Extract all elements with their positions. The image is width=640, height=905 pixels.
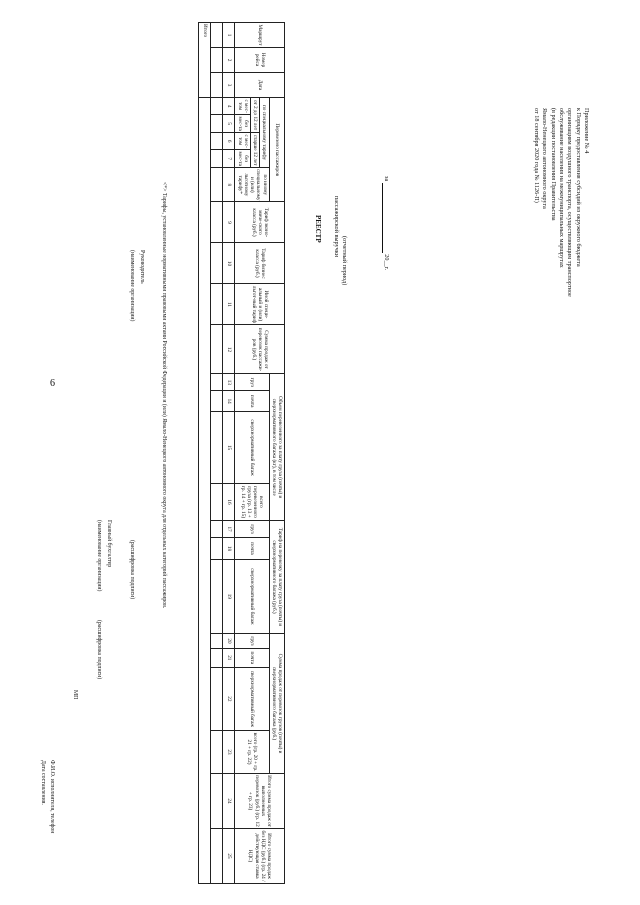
th-date: Дата	[235, 73, 285, 98]
signature-head: Руководитель	[139, 250, 145, 284]
table-cell	[211, 391, 223, 412]
th-passengers: Перевезено пассажиров	[269, 98, 284, 202]
appendix-line: обслуживание населения на межмуниципальных маршрутах	[557, 108, 565, 268]
th-tariff-cargo: Тариф на перевозку за плату груза (почты) и сверхнормативного багажа (руб.)	[269, 520, 284, 633]
column-numbers-row	[223, 23, 235, 884]
total-label: Итого	[199, 23, 211, 98]
table-cell	[211, 168, 223, 202]
column-number-cell: 7	[223, 150, 235, 168]
period-prefix: за	[383, 176, 390, 182]
th-total-cargo: всего перевезенного груза (гр. 13 + гр. 14 + гр. 15)	[235, 483, 269, 520]
appendix-line: от 18 сентября 2020 года № 1126-П)	[532, 108, 540, 203]
stamp-label: МП	[72, 690, 78, 700]
column-number-cell: 9	[223, 202, 235, 243]
column-number-cell: 6	[223, 133, 235, 150]
th-volume-cargo: Объем перевезенного за плату груза (почты) и сверхнормативного багажа (кг), в том числе	[269, 374, 284, 520]
th-sales-cargo: Сумма продаж от перевозок грузов (почты) и сверхнормативного багажа (руб.)	[269, 634, 284, 774]
table-cell	[211, 374, 223, 391]
column-number-cell: 4	[223, 98, 235, 115]
table-cell	[211, 538, 223, 560]
th-without-seat: без мес-та	[236, 116, 249, 131]
th-total-cargo-sales: всего (гр. 20 + гр. 21 + гр. 22)	[235, 731, 269, 774]
column-number-cell: 22	[223, 667, 235, 730]
column-number-cell: 12	[223, 325, 235, 374]
column-number-cell: 5	[223, 115, 235, 133]
signature-note2: (расшифровка подписи)	[96, 620, 102, 680]
th-total-sales: Итого сумма продаж от выполненных перевозок (руб.) (гр. 12 + гр. 23)	[235, 774, 285, 829]
table-cell	[211, 325, 223, 374]
signature-note: (расшифровка подписи)	[129, 540, 135, 600]
table-cell	[211, 98, 223, 115]
th-sales-cargo-col: груз	[235, 634, 269, 649]
column-number-cell: 14	[223, 391, 235, 412]
signature-chief: Главный бухгалтер	[106, 520, 112, 568]
column-number-cell: 20	[223, 634, 235, 649]
table-cell	[211, 829, 223, 884]
column-number-cell: 25	[223, 829, 235, 884]
column-number-cell: 24	[223, 774, 235, 829]
column-number-cell: 2	[223, 48, 235, 73]
table-cell	[211, 115, 223, 133]
table-cell	[211, 284, 223, 325]
th-route: Маршрут	[235, 23, 285, 48]
th-age-2-12: от 2 до 12 лет	[250, 98, 259, 133]
register-period	[382, 176, 390, 270]
total-row	[199, 23, 211, 884]
th-with-seat: с мес-том	[236, 134, 249, 148]
th-cargo: груз	[235, 374, 269, 391]
appendix-line: (в редакции постановления Правительства	[549, 108, 557, 221]
register-subheading: пассажирской выручки	[333, 196, 340, 258]
period-year: 20__г.	[383, 254, 390, 271]
period-blank	[382, 183, 389, 253]
column-number-cell: 8	[223, 168, 235, 202]
column-number-cell: 19	[223, 559, 235, 633]
column-number-cell: 23	[223, 731, 235, 774]
table-cell	[211, 133, 223, 150]
column-number-cell: 21	[223, 648, 235, 667]
th-other-tariff: по иному специальному и (или) льготному тарифу*	[236, 169, 268, 201]
th-without-seat: без мес-та	[236, 151, 249, 166]
th-excess-baggage: сверхнормативный багаж	[235, 412, 269, 484]
executor-label: Ф.И.О. исполнителя, телефон	[49, 760, 55, 834]
org-name-note2: (наименование организации)	[96, 520, 102, 592]
table-cell	[211, 243, 223, 284]
appendix-block	[531, 108, 590, 297]
th-total-no-vat: Итого сумма продаж без НДС (руб.) (гр. 24 / действующая ставка НДС)	[235, 829, 285, 884]
table-row	[211, 23, 223, 884]
column-number-cell: 13	[223, 374, 235, 391]
table-cell	[211, 202, 223, 243]
register-table	[198, 22, 285, 884]
page-number: 6	[50, 378, 55, 389]
th-with-seat: с мес-том	[236, 99, 249, 113]
table-cell	[211, 667, 223, 730]
column-number-cell: 10	[223, 243, 235, 284]
table-cell	[211, 23, 223, 48]
table-cell	[211, 412, 223, 484]
date-label: Дата составления.	[40, 760, 46, 805]
column-number-cell: 16	[223, 483, 235, 520]
register-heading	[313, 215, 322, 243]
th-other-special: Иной специ-альный и (или) льгот-ный тариф	[235, 284, 285, 325]
appendix-title: Приложение № 4	[583, 108, 590, 154]
th-sales-passengers: Сумма продаж от перевозок пассажи-ров (руб.)	[235, 325, 285, 374]
org-name-note: (наименование организации)	[129, 250, 135, 322]
th-tariff-mail-col: почта	[235, 538, 269, 560]
table-cell	[211, 150, 223, 168]
column-number-cell: 11	[223, 284, 235, 325]
th-tariff-baggage-col: сверхнормативный багаж	[235, 559, 269, 633]
th-economy: Тариф эконо-миче-ского класса (руб.)	[235, 202, 285, 243]
th-flight: Номер рейса	[235, 48, 285, 73]
appendix-line: организациям воздушного транспорта, осуществляющим транспортное	[566, 108, 574, 297]
column-number-cell: 18	[223, 538, 235, 560]
column-number-cell: 15	[223, 412, 235, 484]
table-cell	[211, 648, 223, 667]
table-cell	[211, 48, 223, 73]
appendix-line: к Порядку предоставления субсидий из окружного бюджета	[574, 108, 582, 267]
table-cell	[211, 774, 223, 829]
th-tariff-cargo-col: груз	[235, 520, 269, 537]
appendix-line: Ямало-Ненецкого автономного округа	[541, 108, 549, 209]
footnote: <*> Тарифы, установленные нормативными правовыми актами Российской Федерации и (или) Ямало-Ненецкого автономного округа для отдельных категорий пассажиров.	[161, 182, 167, 609]
th-sales-baggage-col: сверхнормативный багаж	[235, 667, 269, 730]
column-number-cell: 17	[223, 520, 235, 537]
table-cell	[211, 483, 223, 520]
th-older-12: старше 12 лет	[250, 133, 259, 168]
column-number-cell: 1	[223, 23, 235, 48]
table-cell	[211, 73, 223, 98]
th-sales-mail-col: почта	[235, 648, 269, 667]
total-cells	[199, 98, 211, 884]
th-mail: почта	[235, 391, 269, 412]
table-cell	[211, 731, 223, 774]
th-business: Тариф бизнес класса (руб.)	[235, 243, 285, 284]
th-special-tariff: по специальному тарифу	[260, 98, 269, 168]
table-cell	[211, 634, 223, 649]
column-number-cell: 3	[223, 73, 235, 98]
table-cell	[211, 559, 223, 633]
register-title: РЕЕСТР	[314, 215, 322, 243]
period-note: (отчетный период)	[341, 236, 348, 286]
table-cell	[211, 520, 223, 537]
